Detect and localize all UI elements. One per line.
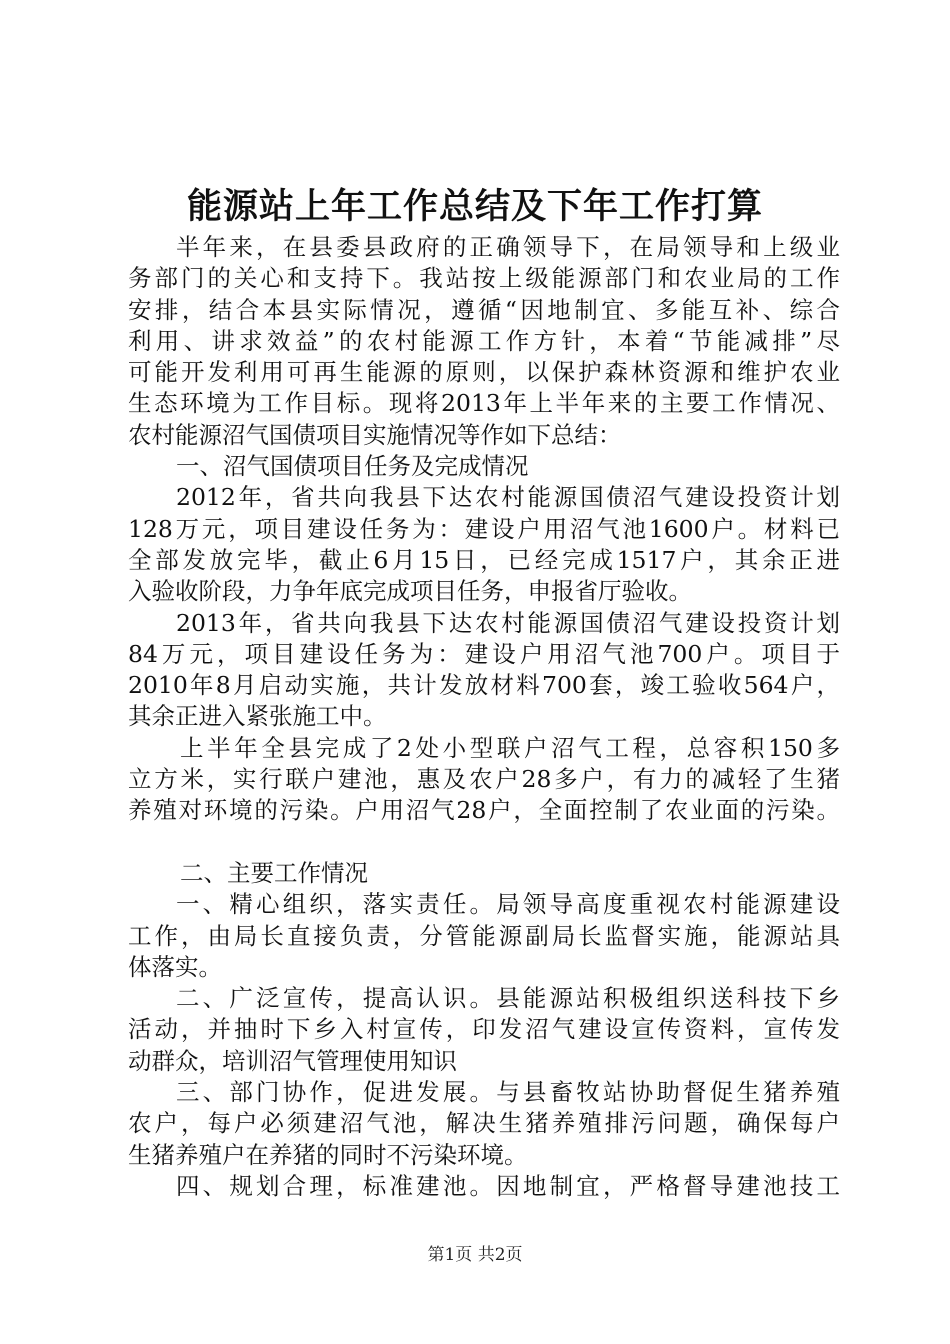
text-line: 生猪养殖户在养猪的同时不污染环境。 [128, 1140, 528, 1169]
document-body [128, 232, 840, 1202]
text-line: 入验收阶段，力争年底完成项目任务，申报省厅验收。 [128, 577, 692, 606]
text-line: 工作，由局长直接负责，分管能源副局长监督实施，能源站具 [128, 921, 840, 950]
text-line: 上半年全县完成了2处小型联户沼气工程，总容积150多 [180, 733, 840, 762]
text-line: 农村能源沼气国债项目实施情况等作如下总结： [128, 420, 622, 449]
page-footer: 第1页 共2页 [427, 1245, 523, 1265]
text-line: 养殖对环境的污染。户用沼气28户，全面控制了农业面的污染。 [128, 796, 840, 825]
text-line: 全部发放完毕，截止6月15日，已经完成1517户，其余正进 [128, 545, 840, 574]
text-line: 其余正进入紧张施工中。 [128, 702, 387, 731]
text-line: 活动，并抽时下乡入村宣传，印发沼气建设宣传资料，宣传发 [128, 1015, 840, 1044]
text-line: 84万元，项目建设任务为：建设户用沼气池700户。项目于 [128, 639, 840, 668]
text-line: 二、广泛宣传，提高认识。县能源站积极组织送科技下乡 [176, 984, 840, 1013]
text-line: 一、沼气国债项目任务及完成情况 [176, 452, 529, 481]
text-line: 半年来，在县委县政府的正确领导下，在局领导和上级业 [176, 233, 840, 261]
blank-line [128, 827, 840, 858]
text-line: 128万元，项目建设任务为：建设户用沼气池1600户。材料已 [128, 514, 840, 543]
text-line: 可能开发利用可再生能源的原则，以保护森林资源和维护农业 [128, 358, 840, 387]
text-line: 动群众，培训沼气管理使用知识 [128, 1046, 457, 1075]
text-line: 安排，结合本县实际情况，遵循“因地制宜、多能互补、综合 [128, 295, 840, 324]
text-line: 农户，每户必须建沼气池，解决生猪养殖排污问题，确保每户 [128, 1109, 840, 1138]
text-line: 2012年，省共向我县下达农村能源国债沼气建设投资计划 [176, 483, 840, 512]
text-line: 利用、讲求效益”的农村能源工作方针，本着“节能减排”尽 [128, 326, 840, 355]
text-line: 二、主要工作情况 [180, 858, 368, 887]
text-line: 一、精心组织，落实责任。局领导高度重视农村能源建设 [176, 890, 840, 919]
text-line: 三、部门协作，促进发展。与县畜牧站协助督促生猪养殖 [176, 1078, 840, 1107]
text-line: 立方米，实行联户建池，惠及农户28多户，有力的减轻了生猪 [128, 765, 840, 794]
text-line: 务部门的关心和支持下。我站按上级能源部门和农业局的工作 [128, 264, 840, 293]
text-line: 2010年8月启动实施，共计发放材料700套，竣工验收564户， [128, 671, 840, 700]
text-line: 体落实。 [128, 952, 222, 981]
document-title: 能源站上年工作总结及下年工作打算 [186, 186, 763, 227]
text-line: 四、规划合理，标准建池。因地制宜，严格督导建池技工 [176, 1171, 840, 1200]
text-line: 生态环境为工作目标。现将2013年上半年来的主要工作情况、 [128, 389, 840, 418]
text-line: 2013年，省共向我县下达农村能源国债沼气建设投资计划 [176, 608, 840, 637]
